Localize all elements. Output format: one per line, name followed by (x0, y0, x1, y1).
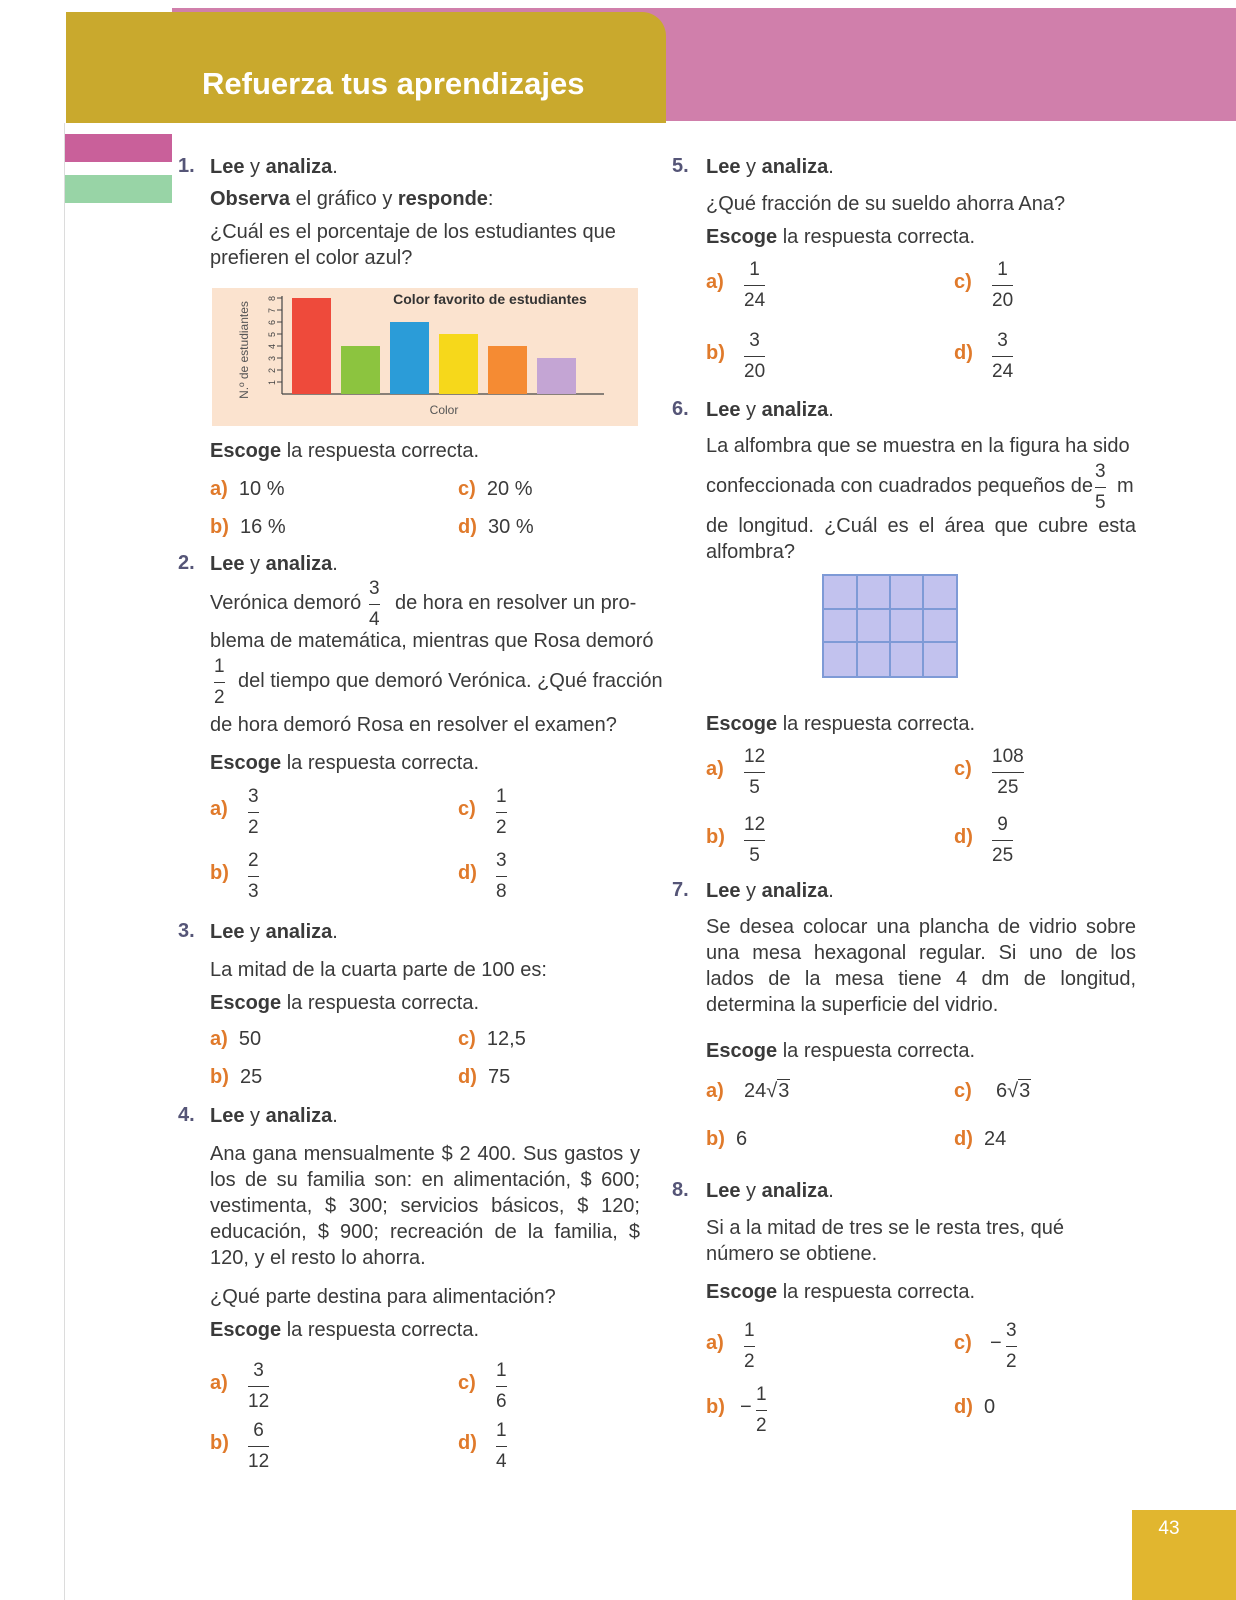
unit-label: m (1117, 475, 1134, 497)
option-a[interactable]: a) (210, 798, 228, 820)
chart-y-label: N.º de estudiantes (237, 301, 251, 399)
chart-y-tick-label: 8 (267, 296, 277, 302)
question-number: 6. (672, 398, 689, 420)
option-a[interactable]: a) 50 (210, 1028, 262, 1050)
option-d[interactable]: d) 75 (458, 1066, 511, 1088)
question-number: 5. (672, 155, 689, 177)
question-text: de longitud. ¿Cuál es el área que cubre esta alfombra? (706, 515, 1136, 563)
bar-chart-svg (212, 288, 638, 426)
chart-y-tick-label: 1 (267, 380, 277, 386)
question-number: 4. (178, 1104, 195, 1126)
option-d[interactable]: d) (458, 1432, 477, 1454)
question-text: Se desea colocar una plancha de vidrio sobre una mesa hexagonal regular. Si uno de los lados de la mesa tiene 4 dm de longitud, determina la superficie del vidrio. (706, 916, 1136, 1016)
option-b[interactable]: b) 25 (210, 1066, 263, 1088)
chart-bar (341, 346, 380, 394)
fraction: 3 24 (992, 330, 1014, 382)
question-number: 8. (672, 1179, 689, 1201)
option-d[interactable]: d) 0 (954, 1396, 996, 1418)
instruction: Escoge la respuesta correcta. (210, 440, 480, 462)
fraction: 1 24 (744, 259, 766, 311)
question-text: La alfombra que se muestra en la figura ha sido (706, 435, 1130, 457)
fraction: 1 20 (992, 259, 1014, 311)
fraction: 1 2 (214, 656, 225, 708)
instruction: Lee y analiza. (706, 399, 834, 421)
question-text: Verónica demoró (210, 592, 362, 614)
option-d[interactable]: d) (954, 826, 973, 848)
chart-y-tick-label: 5 (267, 332, 277, 338)
fraction: 9 25 (992, 814, 1014, 866)
option-b[interactable]: b) (706, 826, 725, 848)
question-number: 1. (178, 155, 195, 177)
fraction: 3 12 (248, 1360, 270, 1412)
option-a[interactable]: a) (706, 1080, 724, 1102)
option-c[interactable]: c) 12,5 (458, 1028, 526, 1050)
chart-bar (292, 298, 331, 394)
question-text: del tiempo que demoró Verónica. ¿Qué fracción (238, 670, 663, 692)
question-number: 7. (672, 879, 689, 901)
option-a[interactable]: a) (706, 758, 724, 780)
bar-chart (212, 288, 638, 426)
side-tab-green (64, 175, 172, 203)
chart-x-label: Color (429, 403, 459, 417)
option-d[interactable]: d) (954, 342, 973, 364)
instruction: Escoge la respuesta correcta. (706, 713, 976, 735)
option-a[interactable]: a) (706, 271, 724, 293)
chart-y-tick-label: 2 (267, 368, 277, 374)
chart-title: Color favorito de estudiantes (393, 291, 587, 307)
carpet-figure (822, 574, 958, 678)
question-text: ¿Qué fracción de su sueldo ahorra Ana? (706, 193, 1066, 215)
question-text: ¿Qué parte destina para alimentación? (210, 1286, 556, 1308)
fraction: 12 5 (744, 746, 766, 798)
instruction: Lee y analiza. (210, 1105, 338, 1127)
option-b[interactable]: b) (706, 342, 725, 364)
option-c[interactable]: c) 20 % (458, 478, 533, 500)
instruction: Lee y analiza. (210, 921, 338, 943)
instruction: Escoge la respuesta correcta. (210, 1319, 480, 1341)
chart-bar (390, 322, 429, 394)
fraction: 3 5 (1095, 461, 1106, 513)
instruction: Lee y analiza. (210, 553, 338, 575)
page-edge (64, 123, 65, 1600)
page-number: 43 (1158, 1518, 1180, 1539)
question-text: confeccionada con cuadrados pequeños de (706, 475, 1093, 497)
instruction: Escoge la respuesta correcta. (706, 1040, 976, 1062)
option-a[interactable]: a) (706, 1332, 724, 1354)
fraction: 3 4 (369, 578, 380, 630)
fraction: 3 8 (496, 850, 507, 902)
page-title: Refuerza tus aprendizajes (202, 66, 585, 101)
option-c[interactable]: c) (954, 758, 972, 780)
fraction: 3 2 (248, 786, 259, 838)
question-number: 3. (178, 920, 195, 942)
option-a[interactable]: a) 10 % (210, 478, 285, 500)
option-c[interactable]: c) (458, 798, 476, 820)
minus-sign: − (740, 1396, 752, 1418)
fraction: 3 20 (744, 330, 766, 382)
instruction: Escoge la respuesta correcta. (706, 226, 976, 248)
option-b[interactable]: b) (210, 1432, 229, 1454)
fraction: 108 25 (992, 746, 1024, 798)
fraction: 1 4 (496, 1420, 507, 1472)
option-c[interactable]: c) (458, 1372, 476, 1394)
fraction: 6 12 (248, 1420, 270, 1472)
radical-expression: 24√3 (744, 1080, 790, 1102)
option-d[interactable]: d) (458, 862, 477, 884)
option-c[interactable]: c) (954, 271, 972, 293)
question-number: 2. (178, 552, 195, 574)
question-text: de hora en resolver un pro- (395, 592, 637, 614)
fraction: 3 2 (1006, 1320, 1017, 1372)
side-tab-pink (64, 134, 172, 162)
option-b[interactable]: b) (210, 862, 229, 884)
instruction: Escoge la respuesta correcta. (706, 1281, 976, 1303)
minus-sign: − (990, 1332, 1002, 1354)
instruction: Lee y analiza. (706, 880, 834, 902)
question-text: Si a la mitad de tres se le resta tres, qué número se obtiene. (706, 1217, 1064, 1265)
question-text: Ana gana mensualmente $ 2 400. Sus gastos y los de su familia son: en alimentación, $ 600; vestimenta, $ 300; servicios básicos, $ 120; educación, $ 900; recreación de la familia, $ 120, y el resto lo ahorra. (210, 1143, 640, 1269)
chart-y-tick-label: 7 (267, 308, 277, 314)
instruction: Escoge la respuesta correcta. (210, 752, 480, 774)
fraction: 2 3 (248, 850, 259, 902)
fraction: 1 6 (496, 1360, 507, 1412)
fraction: 1 2 (756, 1384, 767, 1436)
option-d[interactable]: d) 24 (954, 1128, 1007, 1150)
radical-expression: 6√3 (996, 1080, 1031, 1102)
instruction: Observa el gráfico y responde: (210, 188, 494, 210)
option-c[interactable]: c) (954, 1080, 972, 1102)
instruction: Escoge la respuesta correcta. (210, 992, 480, 1014)
question-text: ¿Cuál es el porcentaje de los estudiantes que prefieren el color azul? (210, 221, 616, 269)
option-a[interactable]: a) (210, 1372, 228, 1394)
carpet-grid (824, 576, 956, 676)
option-b[interactable]: b) (706, 1396, 725, 1418)
question-text: de hora demoró Rosa en resolver el examen? (210, 714, 617, 736)
chart-bar (488, 346, 527, 394)
fraction: 12 5 (744, 814, 766, 866)
question-text: La mitad de la cuarta parte de 100 es: (210, 959, 547, 981)
chart-y-tick-label: 3 (267, 356, 277, 362)
fraction: 1 2 (496, 786, 507, 838)
option-b[interactable]: b) 6 (706, 1128, 748, 1150)
option-d[interactable]: d) 30 % (458, 516, 534, 538)
chart-bar (439, 334, 478, 394)
chart-bar (537, 358, 576, 394)
question-text: blema de matemática, mientras que Rosa demoró (210, 630, 654, 652)
option-b[interactable]: b) 16 % (210, 516, 286, 538)
chart-y-tick-label: 4 (267, 344, 277, 350)
instruction: Lee y analiza. (706, 156, 834, 178)
chart-y-tick-label: 6 (267, 320, 277, 326)
instruction: Lee y analiza. (706, 1180, 834, 1202)
option-c[interactable]: c) (954, 1332, 972, 1354)
fraction: 1 2 (744, 1320, 755, 1372)
instruction: Lee y analiza. (210, 156, 338, 178)
